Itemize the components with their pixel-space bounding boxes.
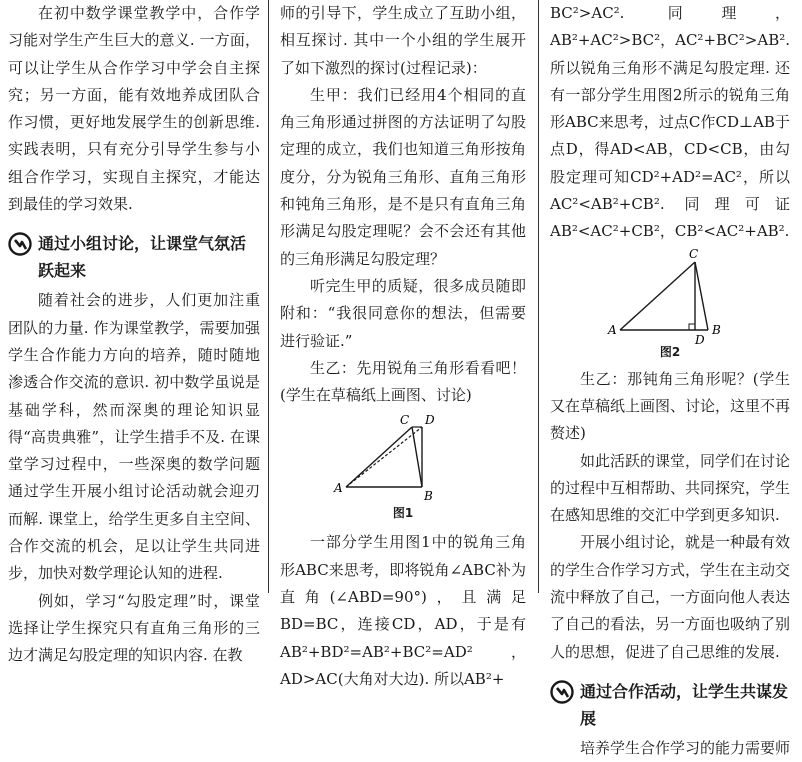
continued-proof-paragraph: BC²>AC². 同理，AB²+AC²>BC²，AC²+BC²>AB². 所以锐角三角形不满足勾股定理. 还有一部分学生用图2所示的锐角三角形ABC来思考，过点C作CD⊥AB于点D，得AD<AB，CD<CB，由勾股定理可知CD²+AD²=AC²，所以AC²<AB²+CB². 同理可证AB²<AC²+CB²，CB²<AC²+AB². (550, 4, 791, 241)
part-students-paragraph: 一部分学生用图1中的锐角三角形ABC来思考，即将锐角∠ABC补为直角(∠ABD=90°)，且满足BD=BC，连接CD，AD，于是有AB²+BD²=AB²+BC²=AD²，AD>AC(大角对大边). 所以AB²+ (280, 533, 526, 688)
reply-paragraph: 听完生甲的质疑，很多成员随即附和：“我很同意你的想法，但需要进行验证.” (280, 276, 526, 350)
fig1-label-d: D (425, 413, 435, 428)
active-classroom-paragraph: 如此活跃的课堂，同学们在讨论的过程中互相帮助、共同探究，学生在感知思维的交汇中学到更多知识. (550, 451, 791, 525)
summary-paragraph: 开展小组讨论，就是一种最有效的学生合作学习方式，学生在主动交流中释放了自己，一方面向他人表达了自己的看法，另一方面也吸纳了别人的思想，促进了自己思维的发展. (550, 533, 791, 661)
column-divider-left (268, 0, 269, 593)
column-divider-right (538, 0, 539, 593)
fig2-label-c: C (689, 246, 699, 261)
circled-arrow-icon (8, 232, 32, 256)
intro-paragraph: 在初中数学课堂教学中，合作学习能对学生产生巨大的意义. 一方面，可以让学生从合作学习中学会自主探究；另一方面，能有效地养成团队合作习惯，更好地发展学生的创新思维. 实践表明，只有充分引导学生参与小组合作学习，实现自主探究，才能达到最佳的学习效果. (8, 4, 260, 214)
fig2-label-b: B (712, 322, 721, 337)
section-heading-2-text: 通过合作活动，让学生共谋发展 (580, 681, 789, 728)
column-1 (8, 0, 260, 665)
section-heading-1 (8, 230, 260, 284)
figure-1-caption: 图1 (392, 506, 414, 521)
section-heading-1-text: 通过小组讨论，让课堂气氛活跃起来 (38, 234, 247, 281)
figure-2-caption: 图2 (659, 344, 681, 359)
figure-1-drawing (280, 409, 526, 509)
fig2-label-d: D (695, 332, 705, 347)
continued-paragraph: 师的引导下，学生成立了互助小组，相互探讨. 其中一个小组的学生展开了如下激烈的探讨(过程记录)： (280, 4, 526, 77)
column-2 (280, 0, 526, 688)
last-paragraph: 培养学生合作学习的能力需要师 (580, 738, 791, 757)
column-3 (550, 0, 791, 757)
figure-1 (280, 409, 526, 521)
fig1-label-a: A (334, 481, 343, 496)
fig1-label-c: C (400, 413, 410, 428)
fig2-label-a: A (608, 322, 617, 337)
example-paragraph: 例如，学习“勾股定理”时，课堂选择让学生探究只有直角三角形的三边才满足勾股定理的知识内容. 在教 (8, 591, 260, 665)
figure-2 (550, 246, 790, 360)
student-b-obtuse-paragraph: 生乙：那钝角三角形呢？(学生又在草稿纸上画图、讨论，这里不再赘述) (550, 369, 791, 443)
fig1-label-b: B (424, 489, 433, 504)
student-a-paragraph: 生甲：我们已经用4个相同的直角三角形通过拼图的方法证明了勾股定理的成立，我们也知道三角形按角度分，分为锐角三角形、直角三角形和钝角三角形，是不是只有直角三角形满足勾股定理呢？会不会还有其他的三角形满足勾股定理？ (280, 85, 526, 268)
section-heading-2 (550, 678, 790, 732)
society-paragraph: 随着社会的进步，人们更加注重团队的力量. 作为课堂教学，需要加强学生合作能力方向的培养，随时随地渗透合作交流的意识. 初中数学虽说是基础学科，然而深奥的理论知识显得“高贵典雅”，让学生措手不及. 在课堂学习过程中，一些深奥的数学问题通过学生开展小组讨论活动就会迎刃而解. 课堂上，给学生更多自主空间、合作交流的机会，足以让学生共同进步，加快对数学理论认知的进程. (8, 291, 260, 583)
student-b-paragraph: 生乙：先用锐角三角形看看吧！(学生在草稿纸上画图、讨论) (280, 358, 526, 405)
figure-2-drawing (550, 246, 790, 346)
circled-arrow-icon (550, 680, 574, 704)
